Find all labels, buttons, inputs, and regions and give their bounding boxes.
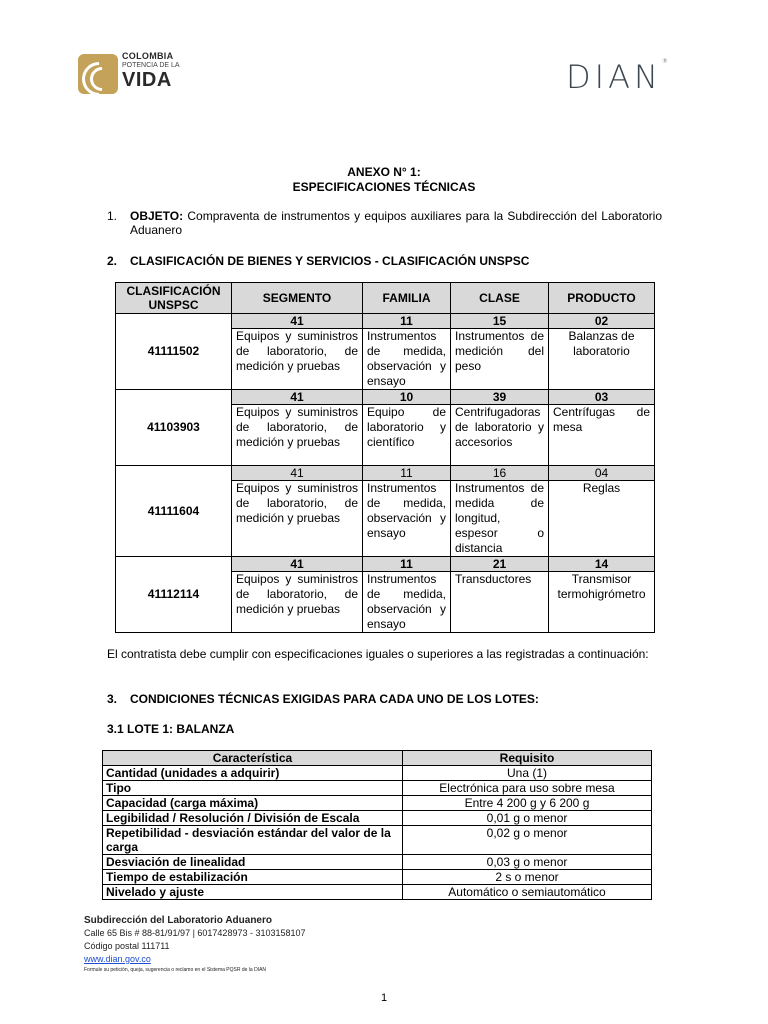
annex-subtitle: ESPECIFICACIONES TÉCNICAS bbox=[292, 180, 476, 194]
footer-office: Subdirección del Laboratorio Aduanero bbox=[84, 915, 272, 926]
table-row bbox=[103, 811, 652, 826]
lote-1-heading: 3.1 LOTE 1: BALANZA bbox=[107, 722, 235, 736]
classification-code: 41111604 bbox=[116, 466, 232, 557]
header-cell: SEGMENTO bbox=[232, 283, 363, 314]
table-row bbox=[103, 885, 652, 900]
table-row bbox=[116, 390, 655, 405]
requirement: 2 s o menor bbox=[403, 870, 652, 885]
table-row bbox=[103, 766, 652, 781]
class-code: 15 bbox=[451, 314, 549, 329]
table-row bbox=[103, 855, 652, 870]
contratista-paragraph: El contratista debe cumplir con especificaciones iguales o superiores a las registradas a continuación: bbox=[107, 647, 649, 661]
footer-pqsr-note: Formule su petición, queja, sugerencia o reclamo en el Sistema PQSR de la DIAN bbox=[84, 967, 267, 973]
class-code: 39 bbox=[451, 390, 549, 405]
requirement: Electrónica para uso sobre mesa bbox=[403, 781, 652, 796]
dian-logo: DIAN® bbox=[566, 58, 668, 96]
section-3-number: 3. bbox=[107, 692, 118, 706]
segment-name: Equipos y suministros de laboratorio, de medición y pruebas bbox=[232, 329, 363, 390]
requirement: 0,02 g o menor bbox=[403, 826, 652, 855]
product-name: Transmisor termohigrómetro bbox=[549, 572, 655, 633]
table-row bbox=[103, 796, 652, 811]
family-code: 11 bbox=[363, 557, 451, 572]
class-name: Centrifugadoras de laboratorio y accesorios bbox=[451, 405, 549, 466]
family-code: 11 bbox=[363, 466, 451, 481]
characteristic: Tipo bbox=[103, 781, 403, 796]
product-code: 04 bbox=[549, 466, 655, 481]
family-name: Instrumentos de medida, observación y ensayo bbox=[363, 481, 451, 557]
characteristic: Cantidad (unidades a adquirir) bbox=[103, 766, 403, 781]
unspsc-header-row bbox=[116, 283, 655, 314]
header-cell: Requisito bbox=[403, 751, 652, 766]
classification-code: 41112114 bbox=[116, 557, 232, 633]
section-1-text: OBJETO: Compraventa de instrumentos y equipos auxiliares para la Subdirección del Laboratorio Aduanero bbox=[130, 209, 662, 237]
table-row bbox=[103, 826, 652, 855]
class-name: Instrumentos de medida de longitud, espesor o distancia bbox=[451, 481, 549, 557]
family-code: 11 bbox=[363, 314, 451, 329]
class-name: Instrumentos de medición del peso bbox=[451, 329, 549, 390]
product-name: Balanzas de laboratorio bbox=[549, 329, 655, 390]
product-code: 03 bbox=[549, 390, 655, 405]
section-2-number: 2. bbox=[107, 254, 118, 268]
product-name: Centrífugas de mesa bbox=[549, 405, 655, 466]
product-code: 14 bbox=[549, 557, 655, 572]
footer-postal: Código postal 111711 bbox=[84, 941, 170, 951]
segment-code: 41 bbox=[232, 314, 363, 329]
segment-code: 41 bbox=[232, 557, 363, 572]
section-1-number: 1. bbox=[107, 209, 118, 223]
table-row bbox=[116, 466, 655, 481]
product-code: 02 bbox=[549, 314, 655, 329]
header-cell: CLASE bbox=[451, 283, 549, 314]
requirement: 0,01 g o menor bbox=[403, 811, 652, 826]
classification-code: 41103903 bbox=[116, 390, 232, 466]
section-2-heading: CLASIFICACIÓN DE BIENES Y SERVICIOS - CLASIFICACIÓN UNSPSC bbox=[130, 254, 530, 268]
page-number: 1 bbox=[380, 992, 388, 1004]
segment-name: Equipos y suministros de laboratorio, de medición y pruebas bbox=[232, 405, 363, 466]
logo-text-line3: VIDA bbox=[122, 69, 172, 91]
footer-web-link[interactable]: www.dian.gov.co bbox=[84, 954, 151, 964]
header-cell: FAMILIA bbox=[363, 283, 451, 314]
characteristic: Capacidad (carga máxima) bbox=[103, 796, 403, 811]
class-code: 16 bbox=[451, 466, 549, 481]
colombia-logo-mark-icon bbox=[78, 54, 118, 94]
segment-code: 41 bbox=[232, 466, 363, 481]
characteristic: Tiempo de estabilización bbox=[103, 870, 403, 885]
table-row bbox=[116, 314, 655, 329]
header-cell: Característica bbox=[103, 751, 403, 766]
segment-name: Equipos y suministros de laboratorio, de medición y pruebas bbox=[232, 572, 363, 633]
requirement: 0,03 g o menor bbox=[403, 855, 652, 870]
table-row bbox=[103, 781, 652, 796]
annex-title: ANEXO N° 1: bbox=[347, 165, 421, 179]
product-name: Reglas bbox=[549, 481, 655, 557]
lote-1-table bbox=[102, 750, 652, 900]
family-code: 10 bbox=[363, 390, 451, 405]
lote-header-row bbox=[103, 751, 652, 766]
header-cell: CLASIFICACIÓN UNSPSC bbox=[116, 283, 232, 314]
characteristic: Legibilidad / Resolución / División de Escala bbox=[103, 811, 403, 826]
section-3-heading: CONDICIONES TÉCNICAS EXIGIDAS PARA CADA UNO DE LOS LOTES: bbox=[130, 692, 539, 706]
characteristic: Repetibilidad - desviación estándar del valor de la carga bbox=[103, 826, 403, 855]
family-name: Instrumentos de medida, observación y ensayo bbox=[363, 329, 451, 390]
logo-text-line1: COLOMBIA bbox=[122, 51, 174, 61]
segment-name: Equipos y suministros de laboratorio, de medición y pruebas bbox=[232, 481, 363, 557]
requirement: Automático o semiautomático bbox=[403, 885, 652, 900]
family-name: Instrumentos de medida, observación y ensayo bbox=[363, 572, 451, 633]
requirement: Entre 4 200 g y 6 200 g bbox=[403, 796, 652, 811]
table-row bbox=[116, 557, 655, 572]
class-code: 21 bbox=[451, 557, 549, 572]
page-footer bbox=[84, 914, 306, 974]
requirement: Una (1) bbox=[403, 766, 652, 781]
logo-text-line2: POTENCIA DE LA bbox=[122, 62, 180, 69]
header-cell: PRODUCTO bbox=[549, 283, 655, 314]
table-row bbox=[103, 870, 652, 885]
footer-address: Calle 65 Bis # 88-81/91/97 | 6017428973 - 3103158107 bbox=[84, 928, 306, 938]
characteristic: Nivelado y ajuste bbox=[103, 885, 403, 900]
classification-code: 41111502 bbox=[116, 314, 232, 390]
class-name: Transductores bbox=[451, 572, 549, 633]
characteristic: Desviación de linealidad bbox=[103, 855, 403, 870]
colombia-potencia-logo bbox=[78, 52, 208, 96]
family-name: Equipo de laboratorio y científico bbox=[363, 405, 451, 466]
unspsc-table bbox=[115, 282, 655, 633]
segment-code: 41 bbox=[232, 390, 363, 405]
